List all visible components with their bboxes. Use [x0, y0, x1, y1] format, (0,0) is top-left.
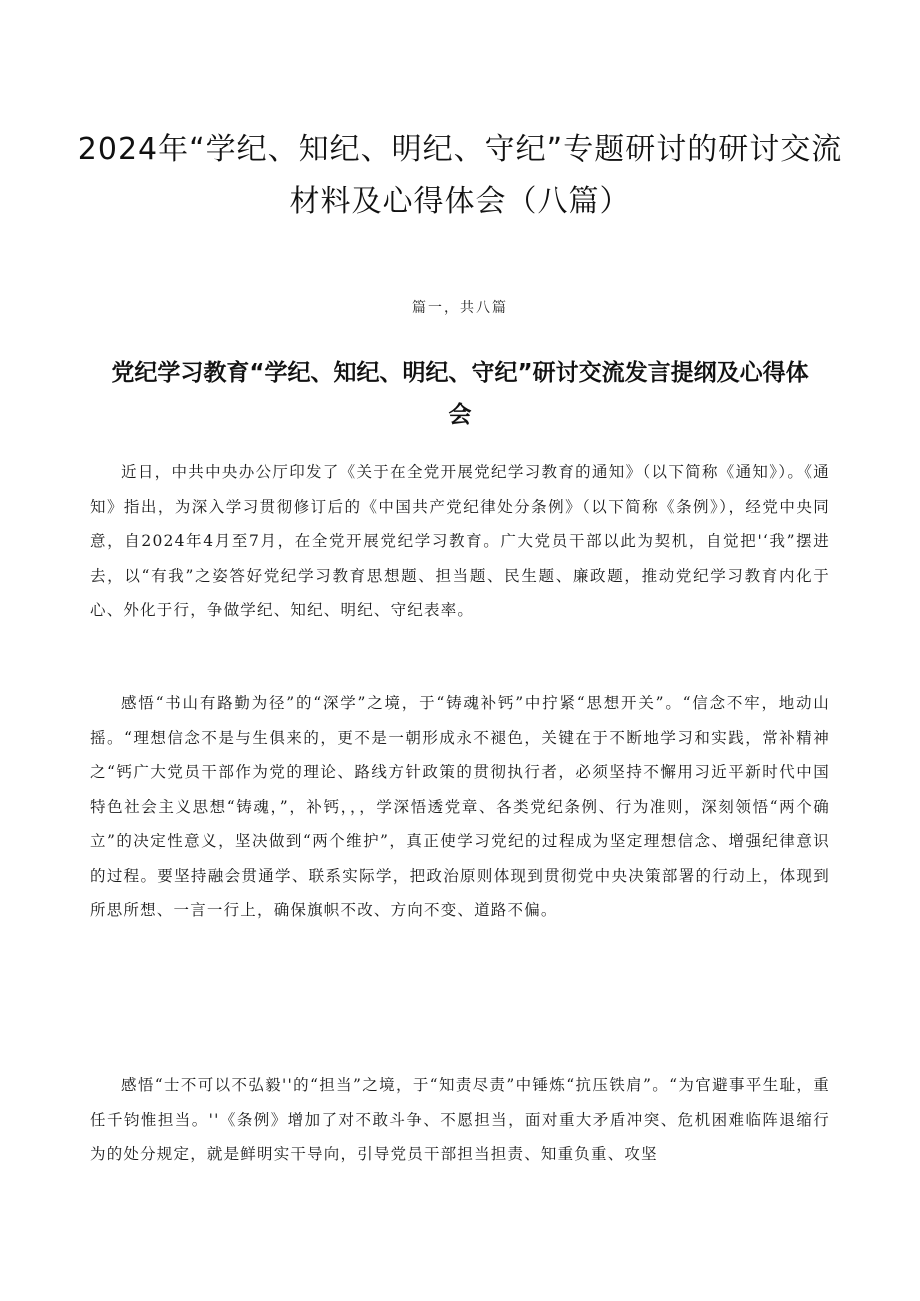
- body-paragraph-1: [90, 455, 830, 628]
- document-title: 2024年“学纪、知纪、明纪、守纪”专题研讨的研讨交流材料及心得体会（八篇）: [77, 132, 843, 219]
- section-title: 党纪学习教育“学纪、知纪、明纪、守纪”研讨交流发言提纲及心得体会: [111, 360, 809, 428]
- body-paragraph-3: [90, 1068, 830, 1172]
- section-label: 篇一，共八篇: [412, 300, 508, 316]
- paragraph-text: 感悟“士不可以不弘毅''的“担当”之境，于“知责尽责”中锤炼“抗压铁肩”。“为官避事平生耻，重任千钧惟担当。''《条例》增加了对不敢斗争、不愿担当，面对重大矛盾冲突、危机困难临阵退缩行为的处分规定，就是鲜明实干导向，引导党员干部担当担责、知重负重、攻坚: [90, 1076, 830, 1163]
- paragraph-text: 近日，中共中央办公厅印发了《关于在全党开展党纪学习教育的通知》（以下简称《通知》）。《通知》指出，为深入学习贯彻修订后的《中国共产党纪律处分条例》（以下简称《条例》），经党中央同意，自2024年4月至7月，在全党开展党纪学习教育。广大党员干部以此为契机，自觉把'‘我”摆进去，以“有我”之姿答好党纪学习教育思想题、担当题、民生题、廉政题，推动党纪学习教育内化于心、外化于行，争做学纪、知纪、明纪、守纪表率。: [90, 463, 830, 619]
- body-paragraph-2: [90, 686, 830, 928]
- paragraph-text: 感悟“书山有路勤为径”的“深学”之境，于“铸魂补钙”中拧紧“思想开关”。“信念不牢，地动山摇。“理想信念不是与生俱来的，更不是一朝形成永不褪色，关键在于不断地学习和实践，常补精神之“钙广大党员干部作为党的理论、路线方针政策的贯彻执行者，必须坚持不懈用习近平新时代中国特色社会主义思想“铸魂，”，补钙，，，学深悟透党章、各类党纪条例、行为准则，深刻领悟“两个确立”的决定性意义，坚决做到“两个维护”，真正使学习党纪的过程成为坚定理想信念、增强纪律意识的过程。要坚持融会贯通学、联系实际学，把政治原则体现到贯彻党中央决策部署的行动上，体现到所思所想、一言一行上，确保旗帜不改、方向不变、道路不偏。: [90, 694, 830, 919]
